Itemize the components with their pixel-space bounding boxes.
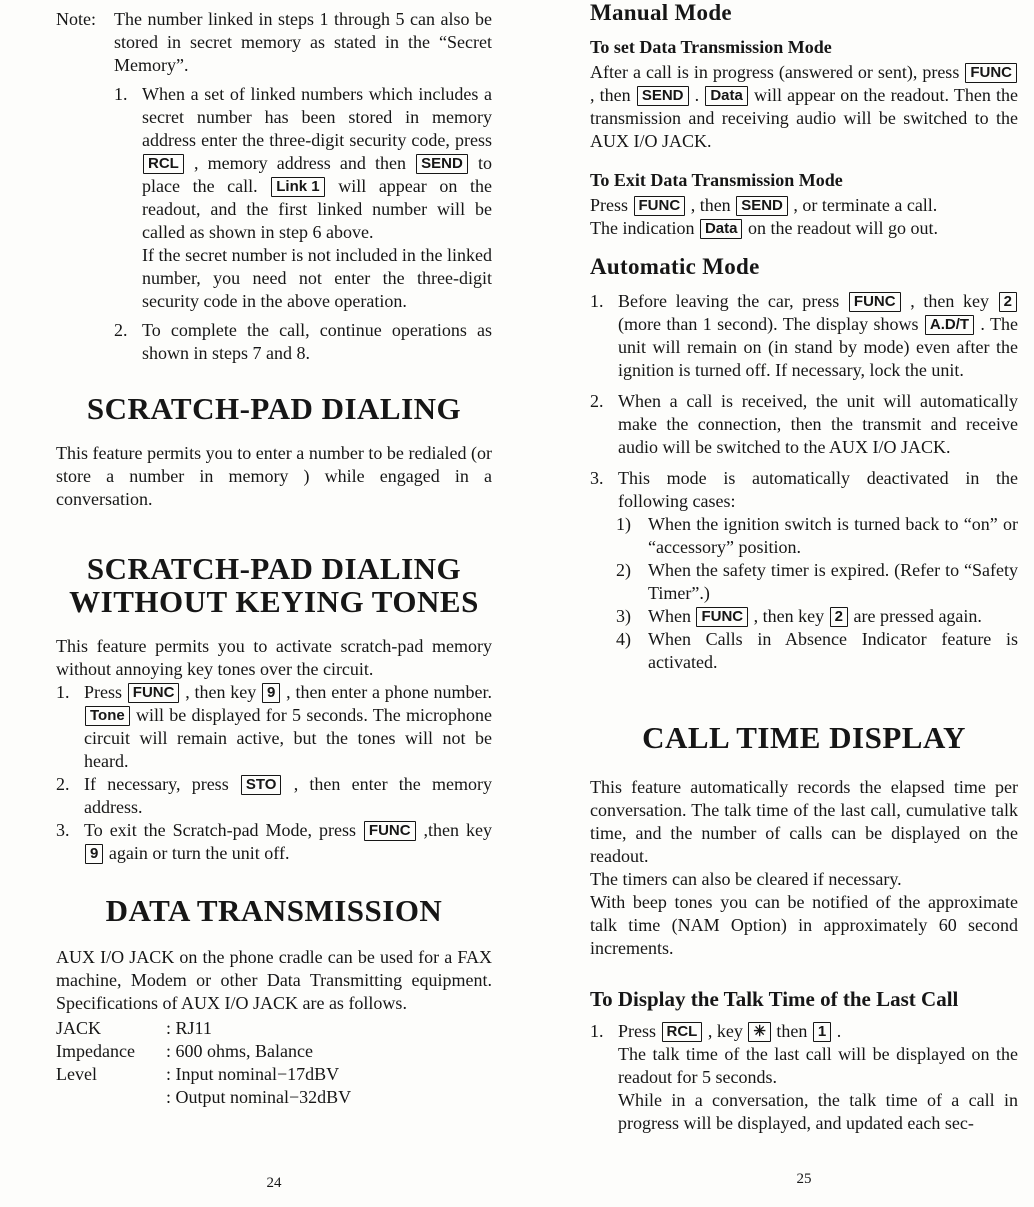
list-item-text: When the ignition switch is turned back to “on” or “accessory” position. [648, 514, 1018, 557]
keycap-1-icon: 1 [813, 1022, 831, 1042]
subheading-display-talk-time-last-call: To Display the Talk Time of the Last Call [590, 987, 959, 1011]
section-title-data-transmission: DATA TRANSMISSION [105, 893, 443, 928]
spec-value: : RJ11 [166, 1018, 212, 1038]
list-item [616, 628, 1018, 674]
list-item-number: 1. [56, 682, 70, 702]
list-item [590, 1020, 1018, 1135]
page-number-24: 24 [266, 1175, 282, 1191]
list-item-number: 1. [114, 84, 128, 104]
list-item [616, 513, 1018, 559]
note-block [56, 8, 492, 365]
page-right-column [590, 0, 1018, 1135]
list-item-number: 4) [616, 629, 631, 649]
list-item-text: If necessary, press STO , then enter the memory address. [84, 774, 492, 817]
list-item-text: To exit the Scratch-pad Mode, press FUNC ,then key 9 again or turn the unit off. [84, 820, 492, 863]
section-title-scratch-pad-dialing-without-keying-tones-line1: SCRATCH-PAD DIALING [86, 551, 462, 586]
list-item-number: 1. [590, 291, 604, 311]
spec-row [56, 1040, 492, 1063]
heading-manual-mode: Manual Mode [590, 0, 732, 25]
spec-label: Impedance [56, 1041, 135, 1061]
keycap-send-icon: SEND [416, 154, 468, 174]
spec-value: : 600 ohms, Balance [166, 1041, 313, 1061]
keycap-a-d-t-icon: A.D/T [925, 315, 974, 335]
keycap-link-1-icon: Link 1 [271, 177, 324, 197]
keycap-func-icon: FUNC [128, 683, 180, 703]
list-item-text: This mode is automatically deactivated in the following cases: [618, 468, 1018, 511]
list-item-text: Before leaving the car, press FUNC , then key 2 (more than 1 second). The display shows A.D/T . The unit will remain on (in stand by mode) even after the ignition is turned off. If necessary, lock the unit. [618, 291, 1018, 380]
list-item [56, 819, 492, 865]
list-item-text: When a set of linked numbers which includes a secret number has been stored in memory address enter the three-digit security code, press RCL , memory address and then SEND to place the call. Link 1 will appear on the readout, and the first linked number will be called as shown in step 6 above. If the secret number is not included in the linked number, you need not enter the three-digit security code in the above operation. [142, 84, 492, 311]
list-item [590, 290, 1018, 382]
keycap-9-icon: 9 [85, 844, 103, 864]
page-left-column [56, 0, 492, 1109]
automatic-mode-list [590, 290, 1018, 674]
keycap-rcl-icon: RCL [143, 154, 184, 174]
deactivation-cases-list [616, 513, 1018, 674]
list-item [56, 773, 492, 819]
spec-row [56, 1063, 492, 1086]
list-item-number: 3. [56, 820, 70, 840]
spec-label: Level [56, 1064, 97, 1084]
section-title-call-time-display: CALL TIME DISPLAY [642, 720, 966, 755]
keycap-tone-icon: Tone [85, 706, 130, 726]
list-item-number: 2. [590, 391, 604, 411]
spec-row [56, 1086, 492, 1109]
note-text: The number linked in steps 1 through 5 can also be stored in secret memory as stated in the “Secret Memory”. [114, 9, 492, 75]
list-item [114, 83, 492, 313]
list-item-number: 2. [56, 774, 70, 794]
list-item [590, 467, 1018, 513]
keycap-data-icon: Data [700, 219, 743, 239]
keycap-send-icon: SEND [637, 86, 689, 106]
spec-label [56, 1086, 166, 1109]
spec-value: : Input nominal−17dBV [166, 1064, 340, 1084]
subheading-set-data-transmission-mode: To set Data Transmission Mode [590, 37, 832, 57]
keycap-func-icon: FUNC [849, 292, 901, 312]
keying-tones-list [56, 681, 492, 865]
keycap-rcl-icon: RCL [662, 1022, 703, 1042]
page-number-25: 25 [796, 1171, 812, 1187]
list-item-number: 2. [114, 320, 128, 340]
heading-automatic-mode: Automatic Mode [590, 254, 760, 279]
call-time-paragraph: The timers can also be cleared if necessary. [590, 869, 902, 889]
list-item [114, 319, 492, 365]
keying-tones-paragraph: This feature permits you to activate scratch-pad memory without annoying key tones over the circuit. [56, 636, 492, 679]
keycap-data-icon: Data [705, 86, 748, 106]
keycap--icon: ✳ [748, 1022, 771, 1042]
list-item-text: Press FUNC , then key 9 , then enter a phone number. Tone will be displayed for 5 seconds. The microphone circuit will remain active, but the tones will not be heard. [84, 682, 492, 771]
keycap-sto-icon: STO [241, 775, 282, 795]
list-item [616, 605, 1018, 628]
list-item [616, 559, 1018, 605]
keycap-func-icon: FUNC [364, 821, 416, 841]
list-item-number: 3. [590, 468, 604, 488]
keycap-2-icon: 2 [830, 607, 848, 627]
spec-value: : Output nominal−32dBV [166, 1087, 352, 1107]
list-item-text: When the safety timer is expired. (Refer to “Safety Timer”.) [648, 560, 1018, 603]
list-item-number: 1. [590, 1021, 604, 1041]
aux-jack-spec-table [56, 1017, 492, 1109]
data-transmission-paragraph: AUX I/O JACK on the phone cradle can be used for a FAX machine, Modem or other Data Transmitting equipment. Specifications of AUX I/O JACK are as follows. [56, 947, 492, 1013]
keycap-func-icon: FUNC [634, 196, 686, 216]
list-item-number: 2) [616, 560, 631, 580]
list-item-number: 3) [616, 606, 631, 626]
subheading-exit-data-transmission-mode: To Exit Data Transmission Mode [590, 170, 843, 190]
note-label: Note: [56, 9, 96, 29]
call-time-paragraph: With beep tones you can be notified of the approximate talk time (NAM Option) in approximately 60 second increments. [590, 892, 1018, 958]
keycap-send-icon: SEND [736, 196, 788, 216]
exit-mode-paragraph: Press FUNC , then SEND , or terminate a call. The indication Data on the readout will go out. [590, 195, 938, 238]
keycap-func-icon: FUNC [696, 607, 748, 627]
call-time-paragraph: This feature automatically records the elapsed time per conversation. The talk time of the last call, cumulative talk time, and the number of calls can be displayed on the readout. [590, 777, 1018, 866]
list-item-number: 1) [616, 514, 631, 534]
set-mode-paragraph: After a call is in progress (answered or sent), press FUNC , then SEND . Data will appear on the readout. Then the transmission and receiving audio will be switched to the AUX I/O JACK. [590, 62, 1018, 151]
note-list [114, 83, 492, 365]
list-item-text: To complete the call, continue operations as shown in steps 7 and 8. [142, 320, 492, 363]
list-item-text: When Calls in Absence Indicator feature is activated. [648, 629, 1018, 672]
spec-label: JACK [56, 1018, 102, 1038]
keycap-func-icon: FUNC [965, 63, 1017, 83]
scratch-pad-paragraph: This feature permits you to enter a number to be redialed (or store a number in memory ) while engaged in a conversation. [56, 443, 492, 509]
section-title-scratch-pad-dialing-without-keying-tones-line2: WITHOUT KEYING TONES [69, 584, 479, 619]
section-title-scratch-pad-dialing: SCRATCH-PAD DIALING [86, 391, 462, 426]
spec-row [56, 1017, 492, 1040]
list-item [590, 390, 1018, 459]
list-item-text: When a call is received, the unit will automatically make the connection, then the transmit and receive audio will be switched to the AUX I/O JACK. [618, 391, 1018, 457]
list-item-text: When FUNC , then key 2 are pressed again. [648, 606, 982, 626]
keycap-2-icon: 2 [999, 292, 1017, 312]
list-item-text: Press RCL , key ✳ then 1 . The talk time of the last call will be displayed on the readout for 5 seconds. While in a conversation, the talk time of a call in progress will be displayed, and updated each sec- [618, 1021, 1018, 1133]
keycap-9-icon: 9 [262, 683, 280, 703]
list-item [56, 681, 492, 773]
